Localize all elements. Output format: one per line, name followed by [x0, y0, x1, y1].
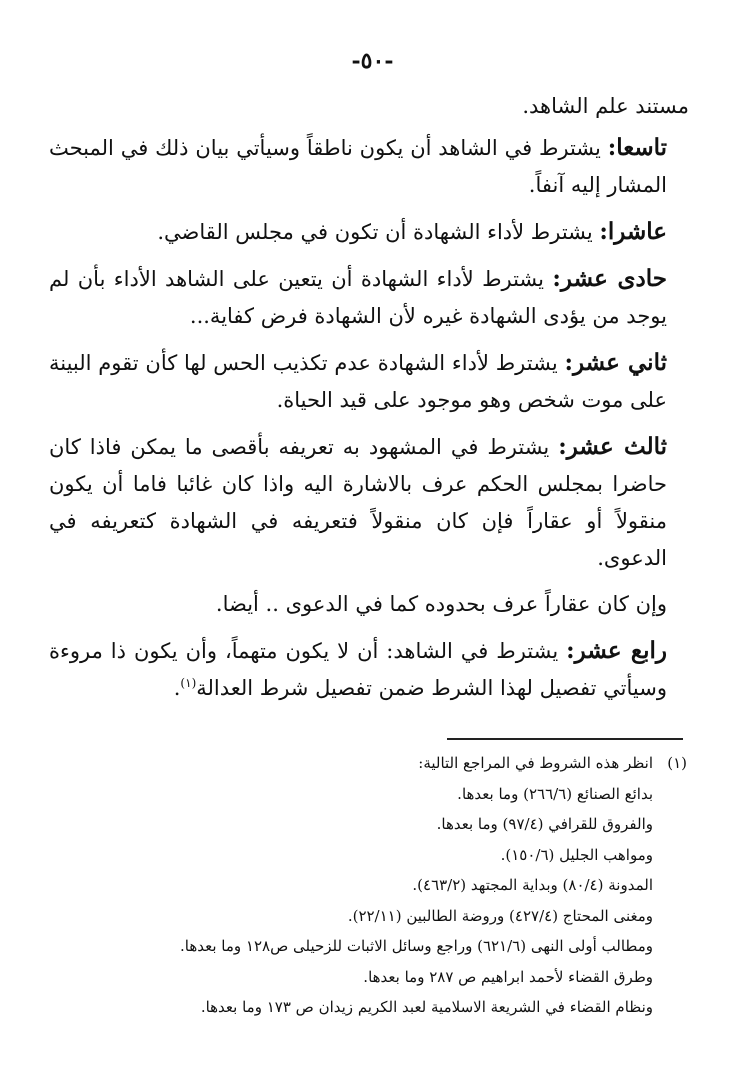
footnotes: [87, 748, 687, 1023]
paragraph-condition-13: [49, 428, 689, 577]
paragraph-condition-9: [49, 129, 689, 204]
footnote-intro: [87, 748, 687, 779]
paragraph-lead: تاسعا:: [607, 134, 667, 161]
paragraph-lead: ثالث عشر:: [558, 433, 667, 460]
paragraph-condition-10: [49, 213, 689, 251]
paragraph-text: يشترط في الشاهد أن يكون ناطقاً وسيأتي بيان ذلك في المبحث المشار إليه آنفاً.: [49, 136, 667, 197]
footnote-separator: [447, 738, 683, 740]
paragraph-lead: عاشرا:: [599, 218, 667, 245]
paragraph-tail: .: [173, 676, 181, 700]
paragraph-real-estate: [49, 586, 689, 623]
paragraph-continuation: [49, 88, 689, 125]
footnote-marker: (١): [667, 754, 687, 772]
paragraph-text: وإن كان عقاراً عرف بحدوده كما في الدعوى .. أيضا.: [215, 592, 667, 616]
footnote-reference-item: ومغنى المحتاج (٤٢٧/٤) وروضة الطالبين (٢٢/١١).: [347, 906, 653, 925]
main-text: [49, 88, 689, 716]
footnote-reference[interactable]: (١): [180, 676, 197, 690]
footnote-reference-item: والفروق للقرافي (٩٧/٤) وما بعدها.: [436, 815, 653, 833]
paragraph-text: يشترط لأداء الشهادة أن تكون في مجلس القاضي.: [157, 220, 600, 244]
footnote-reference-item: ومطالب أولى النهى (٦٢١/٦) وراجع وسائل الاثبات للزحيلى ص١٢٨ وما بعدها.: [179, 937, 653, 955]
page-number: -٥٠-: [351, 48, 394, 74]
paragraph-condition-11: [49, 260, 689, 335]
footnote-reference-item: وطرق القضاء لأحمد ابراهيم ص ٢٨٧ وما بعدها.: [363, 967, 653, 986]
footnote-reference-item: بدائع الصنائع (٢٦٦/٦) وما بعدها.: [457, 784, 653, 803]
footnote-reference-item: ونظام القضاء في الشريعة الاسلامية لعبد الكريم زيدان ص ١٧٣ وما بعدها.: [200, 998, 653, 1016]
footnote-reference-item: المدونة (٨٠/٤) وبداية المجتهد (٤٦٣/٢).: [412, 876, 653, 894]
paragraph-text: يشترط في المشهود به تعريفه بأقصى ما يمكن فاذا كان حاضرا بمجلس الحكم عرف بالاشارة اليه واذا كان غائبا فاما أن يكون منقولاً أو عقاراً فإن كان منقولاً فتعريفه في الشهادة كتعريفه في الدعوى.: [49, 435, 667, 570]
paragraph-text: يشترط في الشاهد: أن لا يكون متهماً، وأن يكون ذا مروءة وسيأتي تفصيل لهذا الشرط ضمن تفصيل شرط العدالة: [49, 639, 667, 700]
paragraph-lead: ثاني عشر:: [564, 349, 667, 376]
paragraph-condition-14: [49, 632, 689, 707]
footnote-intro-text: انظر هذه الشروط في المراجع التالية:: [418, 754, 653, 772]
footnote-reference-item: ومواهب الجليل (١٥٠/٦).: [500, 845, 653, 864]
paragraph-text: يشترط لأداء الشهادة عدم تكذيب الحس لها كأن تقوم البينة على موت شخص وهو موجود على قيد الحياة.: [49, 351, 667, 412]
paragraph-text: مستند علم الشاهد.: [522, 94, 689, 118]
paragraph-text: يشترط لأداء الشهادة أن يتعين على الشاهد الأداء بأن لم يوجد من يؤدى الشهادة غيره لأن الشهادة فرض كفاية...: [49, 267, 667, 328]
paragraph-lead: حادى عشر:: [552, 265, 667, 292]
paragraph-condition-12: [49, 344, 689, 419]
paragraph-lead: رابع عشر:: [566, 637, 668, 664]
